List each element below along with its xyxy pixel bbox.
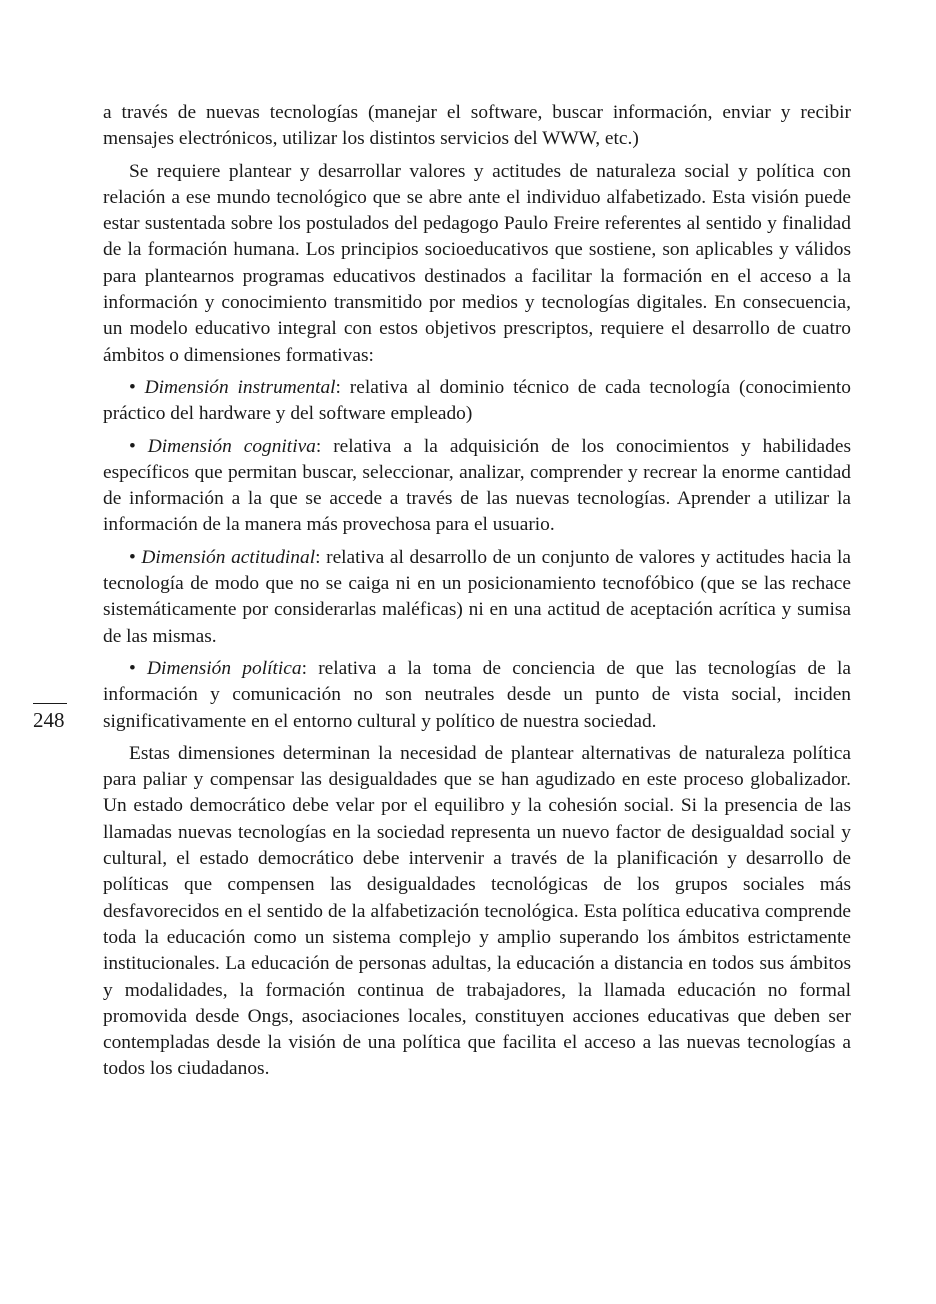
bullet-politica: [103, 656, 851, 735]
bullet-text: : relativa a la adquisición de los conocimientos y habilidades específicos que permitan buscar, seleccionar, analizar, comprender y recrear la enorme cantidad de información a la que se accede a través de las nuevas tecnologías. Aprender a utilizar la información de la manera más provechosa para el usuario.: [103, 435, 851, 536]
bullet-cognitiva: [103, 434, 851, 539]
bullet-actitudinal: [103, 545, 851, 650]
bullet-instrumental: [103, 375, 851, 428]
paragraph-values-freire: Se requiere plantear y desarrollar valores y actitudes de naturaleza social y política con relación a ese mundo tecnológico que se abre ante el individuo alfabetizado. Esta visión puede estar sustentada sobre los postulados del pedagogo Paulo Freire referentes al sentido y finalidad de la formación humana. Los principios socioeducativos que sostiene, son aplicables y válidos para plantearnos programas educativos destinados a facilitar la formación en el acceso a la información y conocimiento transmitido por medios y tecnologías digitales. En consecuencia, un modelo educativo integral con estos objetivos prescriptos, requiere el desarrollo de cuatro ámbitos o dimensiones formativas:: [103, 160, 851, 366]
paragraph-continuation: a través de nuevas tecnologías (manejar el software, buscar información, enviar y recibir mensajes electrónicos, utilizar los distintos servicios del WWW, etc.): [103, 102, 851, 150]
bullet-marker: •: [129, 376, 136, 398]
margin-rule: [33, 703, 67, 704]
paragraph-dimensiones: Estas dimensiones determinan la necesidad de plantear alternativas de naturaleza política para paliar y compensar las desigualdades que se han agudizado en este proceso globalizador. Un estado democrático debe velar por el equilibro y la cohesión social. Si la presencia de las llamadas nuevas tecnologías en la sociedad representa un nuevo factor de desigualdad social y cultural, el estado democrático debe intervenir a través de la planificación y desarrollo de políticas que compensen las desigualdades tecnológicas de los grupos sociales más desfavorecidos en el sentido de la alfabetización tecnológica. Esta política educativa comprende toda la educación como un sistema complejo y amplio superando los ámbitos estrictamente institucionales. La educación de personas adultas, la educación a distancia en todos sus ámbitos y modalidades, la formación continua de trabajadores, la llamada educación no formal promovida desde Ongs, asociaciones locales, constituyen acciones educativas que deben ser contempladas desde la visión de una política que facilita el acceso a las nuevas tecnologías a todos los ciudadanos.: [103, 742, 851, 1080]
bullet-marker: •: [129, 435, 136, 457]
bullet-term: Dimensión cognitiva: [147, 435, 316, 457]
bullet-marker: •: [129, 657, 136, 679]
bullet-term: Dimensión política: [147, 657, 302, 679]
bullet-term: Dimensión actitudinal: [141, 546, 316, 568]
page-body: [103, 100, 851, 1089]
bullet-term: Dimensión instrumental: [144, 376, 336, 398]
page-number: 248: [33, 708, 65, 732]
bullet-text: : relativa al desarrollo de un conjunto de valores y actitudes hacia la tecnología de modo que no se caiga ni en un posicionamiento tecnofóbico (que se las rechace sistemáticamente por considerarlas maléficas) ni en una actitud de aceptación acrítica y sumisa de las mismas.: [103, 546, 851, 647]
bullet-text: : relativa al dominio técnico de cada tecnología (conocimiento práctico del hardware y del software empleado): [103, 376, 851, 425]
bullet-marker: •: [129, 546, 136, 568]
bullet-text: : relativa a la toma de conciencia de que las tecnologías de la información y comunicación no son neutrales desde un punto de vista social, inciden significativamente en el entorno cultural y político de nuestra sociedad.: [103, 657, 851, 732]
